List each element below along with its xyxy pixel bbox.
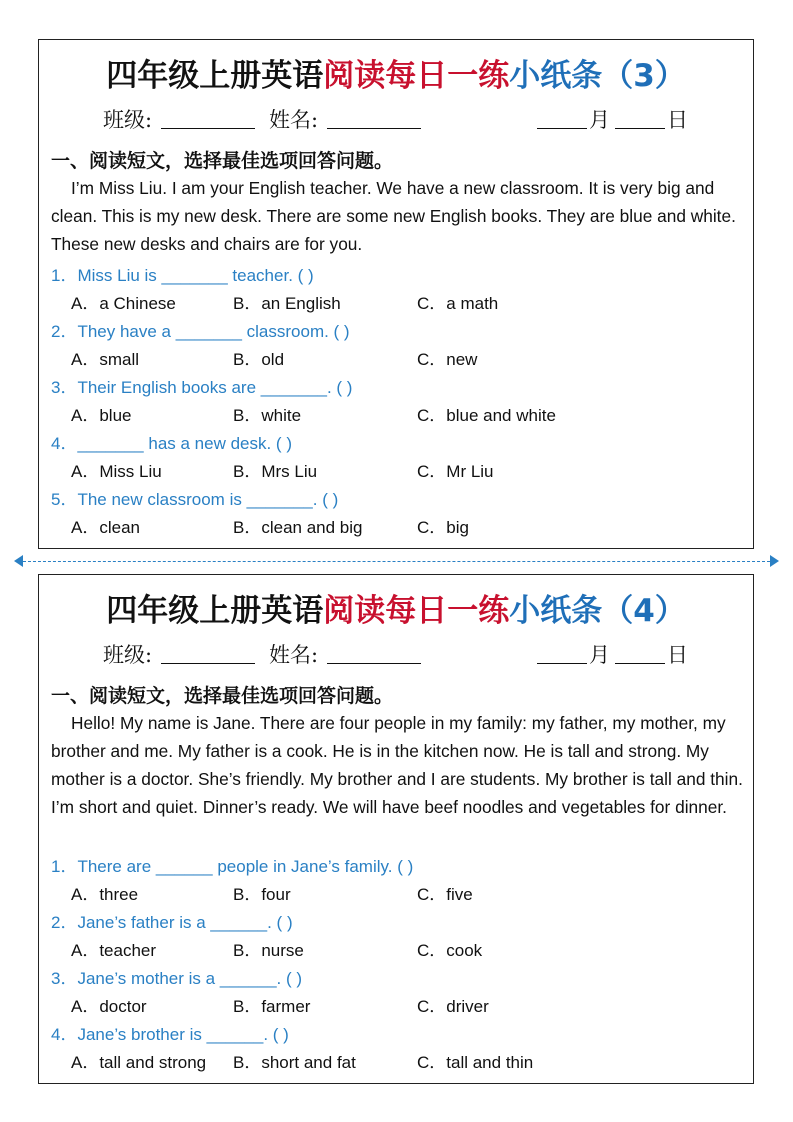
option-b[interactable]: B．farmer [233, 997, 311, 1016]
option-a[interactable]: A．a Chinese [71, 294, 176, 313]
name-label: 姓名: [269, 108, 319, 132]
option-b[interactable]: B．white [233, 406, 302, 425]
reading-passage: Hello! My name is Jane. There are four people in my family: my father, my mother, my brother and me. My father is a cook. He is in the kitchen now. He is tall and strong. My mother is a doctor. She’s friendly. My brother and I are students. My brother is tall and thin. I’m short and quiet. Dinner’s ready. We will have beef noodles and vegetables for dinner. [51, 713, 743, 817]
option-b[interactable]: B．short and fat [233, 1053, 356, 1072]
card-title [39, 585, 753, 630]
option-c[interactable]: C．blue and white [417, 406, 556, 425]
worksheet-card-3 [38, 39, 754, 549]
worksheet-card-4 [38, 574, 754, 1084]
card-title [39, 50, 753, 95]
title-note-number: 小纸条（4） [509, 593, 686, 629]
name-blank[interactable] [327, 663, 421, 664]
question-2: 2．They have a _______ classroom. ( ) [51, 322, 350, 341]
option-a[interactable]: A．doctor [71, 997, 147, 1016]
option-c[interactable]: C．big [417, 518, 469, 537]
option-c[interactable]: C．driver [417, 997, 489, 1016]
question-1: 1．There are ______ people in Jane’s family. ( ) [51, 857, 414, 876]
option-a[interactable]: A．clean [71, 518, 140, 537]
month-label: 月 [589, 643, 610, 667]
option-a[interactable]: A．blue [71, 406, 132, 425]
section-heading: 一、阅读短文，选择最佳选项回答问题。 [51, 150, 394, 172]
question-4: 4．_______ has a new desk. ( ) [51, 434, 292, 453]
day-label: 日 [667, 643, 688, 667]
month-blank[interactable] [537, 663, 587, 664]
day-blank[interactable] [615, 128, 665, 129]
day-label: 日 [667, 108, 688, 132]
arrow-left-icon [14, 555, 23, 567]
option-b[interactable]: B．old [233, 350, 285, 369]
month-blank[interactable] [537, 128, 587, 129]
question-2: 2．Jane’s father is a ______. ( ) [51, 913, 293, 932]
option-c[interactable]: C．new [417, 350, 478, 369]
option-a[interactable]: A．small [71, 350, 140, 369]
class-blank[interactable] [161, 663, 255, 664]
option-b[interactable]: B．an English [233, 294, 341, 313]
name-blank[interactable] [327, 128, 421, 129]
option-a[interactable]: A．teacher [71, 941, 157, 960]
question-4: 4．Jane’s brother is ______. ( ) [51, 1025, 289, 1044]
class-label: 班级: [103, 643, 153, 667]
question-1: 1．Miss Liu is _______ teacher. ( ) [51, 266, 314, 285]
section-heading: 一、阅读短文，选择最佳选项回答问题。 [51, 685, 394, 707]
class-blank[interactable] [161, 128, 255, 129]
option-b[interactable]: B．four [233, 885, 291, 904]
reading-passage: I’m Miss Liu. I am your English teacher. We have a new classroom. It is very big and clean. This is my new desk. There are some new English books. They are blue and white. These new desks and chairs are for you. [51, 178, 736, 254]
option-a[interactable]: A．tall and strong [71, 1053, 207, 1072]
title-grade-text: 四年级上册英语 [106, 593, 324, 629]
arrow-right-icon [770, 555, 779, 567]
option-a[interactable]: A．Miss Liu [71, 462, 162, 481]
option-a[interactable]: A．three [71, 885, 139, 904]
day-blank[interactable] [615, 663, 665, 664]
title-practice-text: 阅读每日一练 [323, 58, 510, 94]
student-info-row [103, 104, 713, 134]
option-c[interactable]: C．Mr Liu [417, 462, 494, 481]
option-c[interactable]: C．a math [417, 294, 499, 313]
question-5: 5．The new classroom is _______. ( ) [51, 490, 339, 509]
name-label: 姓名: [269, 643, 319, 667]
student-info-row [103, 639, 713, 669]
title-grade-text: 四年级上册英语 [106, 58, 324, 94]
question-3: 3．Jane’s mother is a ______. ( ) [51, 969, 303, 988]
option-c[interactable]: C．tall and thin [417, 1053, 534, 1072]
option-b[interactable]: B．nurse [233, 941, 304, 960]
option-c[interactable]: C．cook [417, 941, 483, 960]
month-label: 月 [589, 108, 610, 132]
option-b[interactable]: B．Mrs Liu [233, 462, 318, 481]
title-note-number: 小纸条（3） [509, 58, 686, 94]
cut-line-divider [18, 561, 775, 562]
title-practice-text: 阅读每日一练 [323, 593, 510, 629]
option-c[interactable]: C．five [417, 885, 473, 904]
question-3: 3．Their English books are _______. ( ) [51, 378, 353, 397]
option-b[interactable]: B．clean and big [233, 518, 363, 537]
class-label: 班级: [103, 108, 153, 132]
